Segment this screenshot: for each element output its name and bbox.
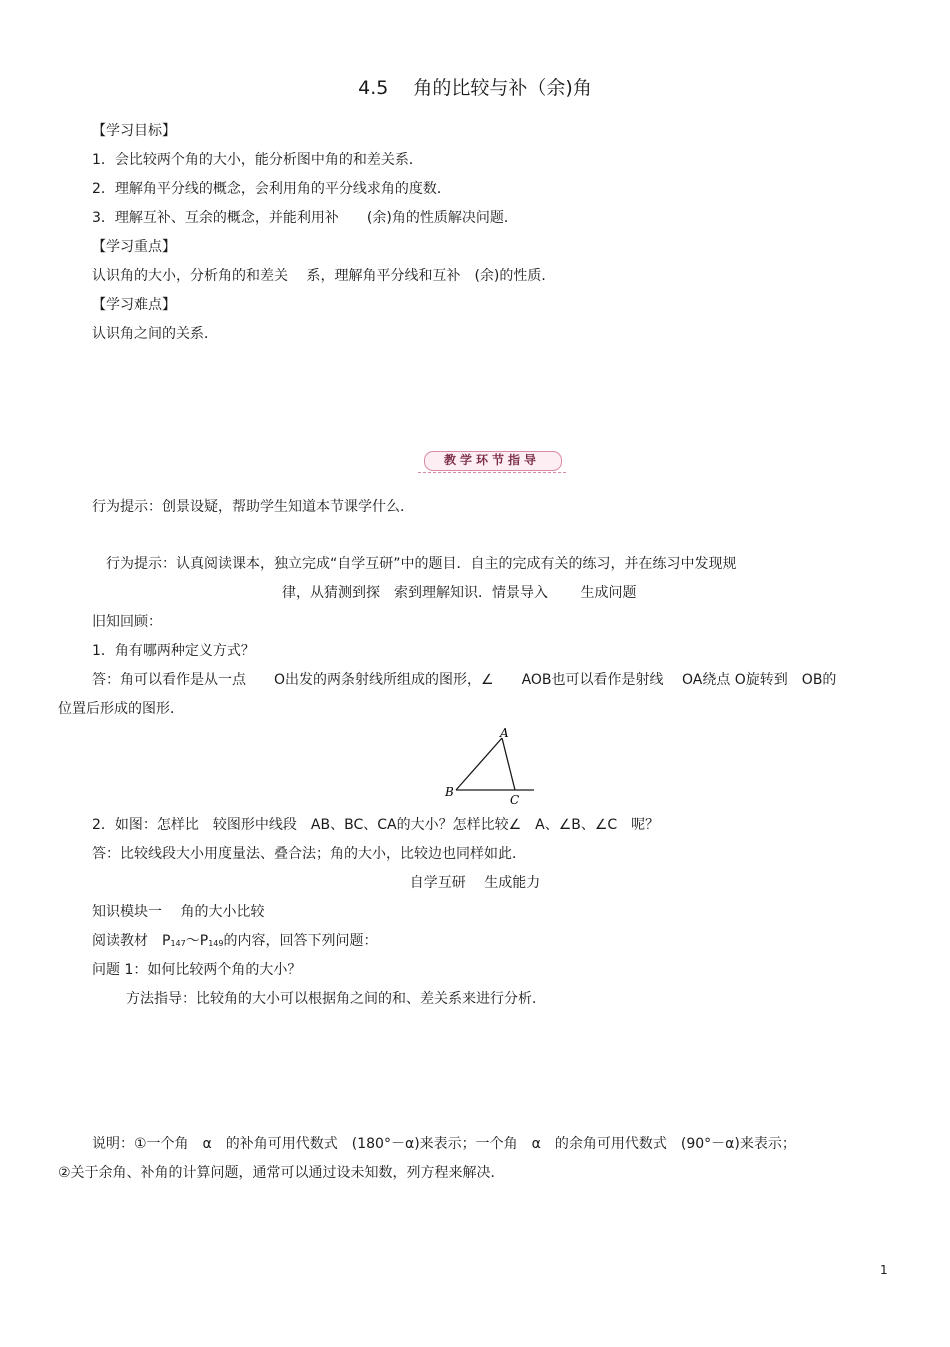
difficulty-text: 认识角之间的关系． xyxy=(92,326,218,342)
goal-item-3: 3．理解互补、互余的概念，并能利用补 (余)角的性质解决问题． xyxy=(92,210,518,226)
page-number: 1 xyxy=(880,1263,888,1277)
side-ab xyxy=(456,738,502,790)
page-title: 4.5 角的比较与补（余)角 xyxy=(358,77,592,99)
hint-1: 行为提示：创景设疑，帮助学生知道本节课学什么． xyxy=(92,499,414,515)
reading-instruction: 阅读教材 P147～P149的内容，回答下列问题： xyxy=(92,933,378,949)
note-line-2: ②关于余角、补角的计算问题，通常可以通过设未知数，列方程来解决． xyxy=(58,1165,505,1181)
question-1: 问题 1：如何比较两个角的大小？ xyxy=(92,962,302,978)
review-answer-1-line-2: 位置后形成的图形． xyxy=(58,701,184,717)
triangle-figure xyxy=(440,726,540,806)
section-heading: 自学互研 生成能力 xyxy=(409,875,541,891)
banner-label: 教学环节指导 xyxy=(443,453,540,467)
section-banner xyxy=(418,447,566,475)
vertex-label-b: B xyxy=(445,785,454,799)
review-question-1: 1．角有哪两种定义方式？ xyxy=(92,643,255,659)
banner-underline xyxy=(418,472,566,473)
focus-text: 认识角的大小，分析角的和差关 系，理解角平分线和互补 (余)的性质． xyxy=(92,268,556,284)
difficulty-heading: 【学习难点】 xyxy=(92,297,176,313)
side-ac xyxy=(502,738,515,790)
focus-heading: 【学习重点】 xyxy=(92,239,176,255)
goal-item-1: 1．会比较两个角的大小，能分析图中角的和差关系． xyxy=(92,152,423,168)
vertex-label-a: A xyxy=(500,726,509,740)
goal-item-2: 2．理解角平分线的概念，会利用角的平分线求角的度数． xyxy=(92,181,451,197)
hint-2-line-1: 行为提示：认真阅读课本，独立完成“自学互研”中的题目．自主的完成有关的练习，并在练习中发现规 xyxy=(106,556,737,572)
review-question-2: 2．如图：怎样比 较图形中线段 AB、BC、CA的大小？怎样比较∠ A、∠B、∠C 呢？ xyxy=(92,817,660,833)
hint-2-line-2: 律，从猜测到探 索到理解知识．情景导入 生成问题 xyxy=(282,585,637,601)
goals-heading: 【学习目标】 xyxy=(92,123,176,139)
module-title: 知识模块一 角的大小比较 xyxy=(92,904,265,920)
method-guide: 方法指导：比较角的大小可以根据角之间的和、差关系来进行分析． xyxy=(126,991,546,1007)
review-answer-2: 答：比较线段大小用度量法、叠合法；角的大小，比较边也同样如此． xyxy=(92,846,526,862)
vertex-label-c: C xyxy=(510,793,520,806)
note-line-1: 说明：①一个角 α 的补角可用代数式 (180°－α)来表示；一个角 α 的余角可用代数式 (90°－α)来表示； xyxy=(92,1136,796,1152)
review-answer-1-line-1: 答：角可以看作是从一点 O出发的两条射线所组成的图形，∠ AOB也可以看作是射线 OA绕点 O旋转到 OB的 xyxy=(92,672,837,688)
review-heading: 旧知回顾： xyxy=(92,614,162,630)
